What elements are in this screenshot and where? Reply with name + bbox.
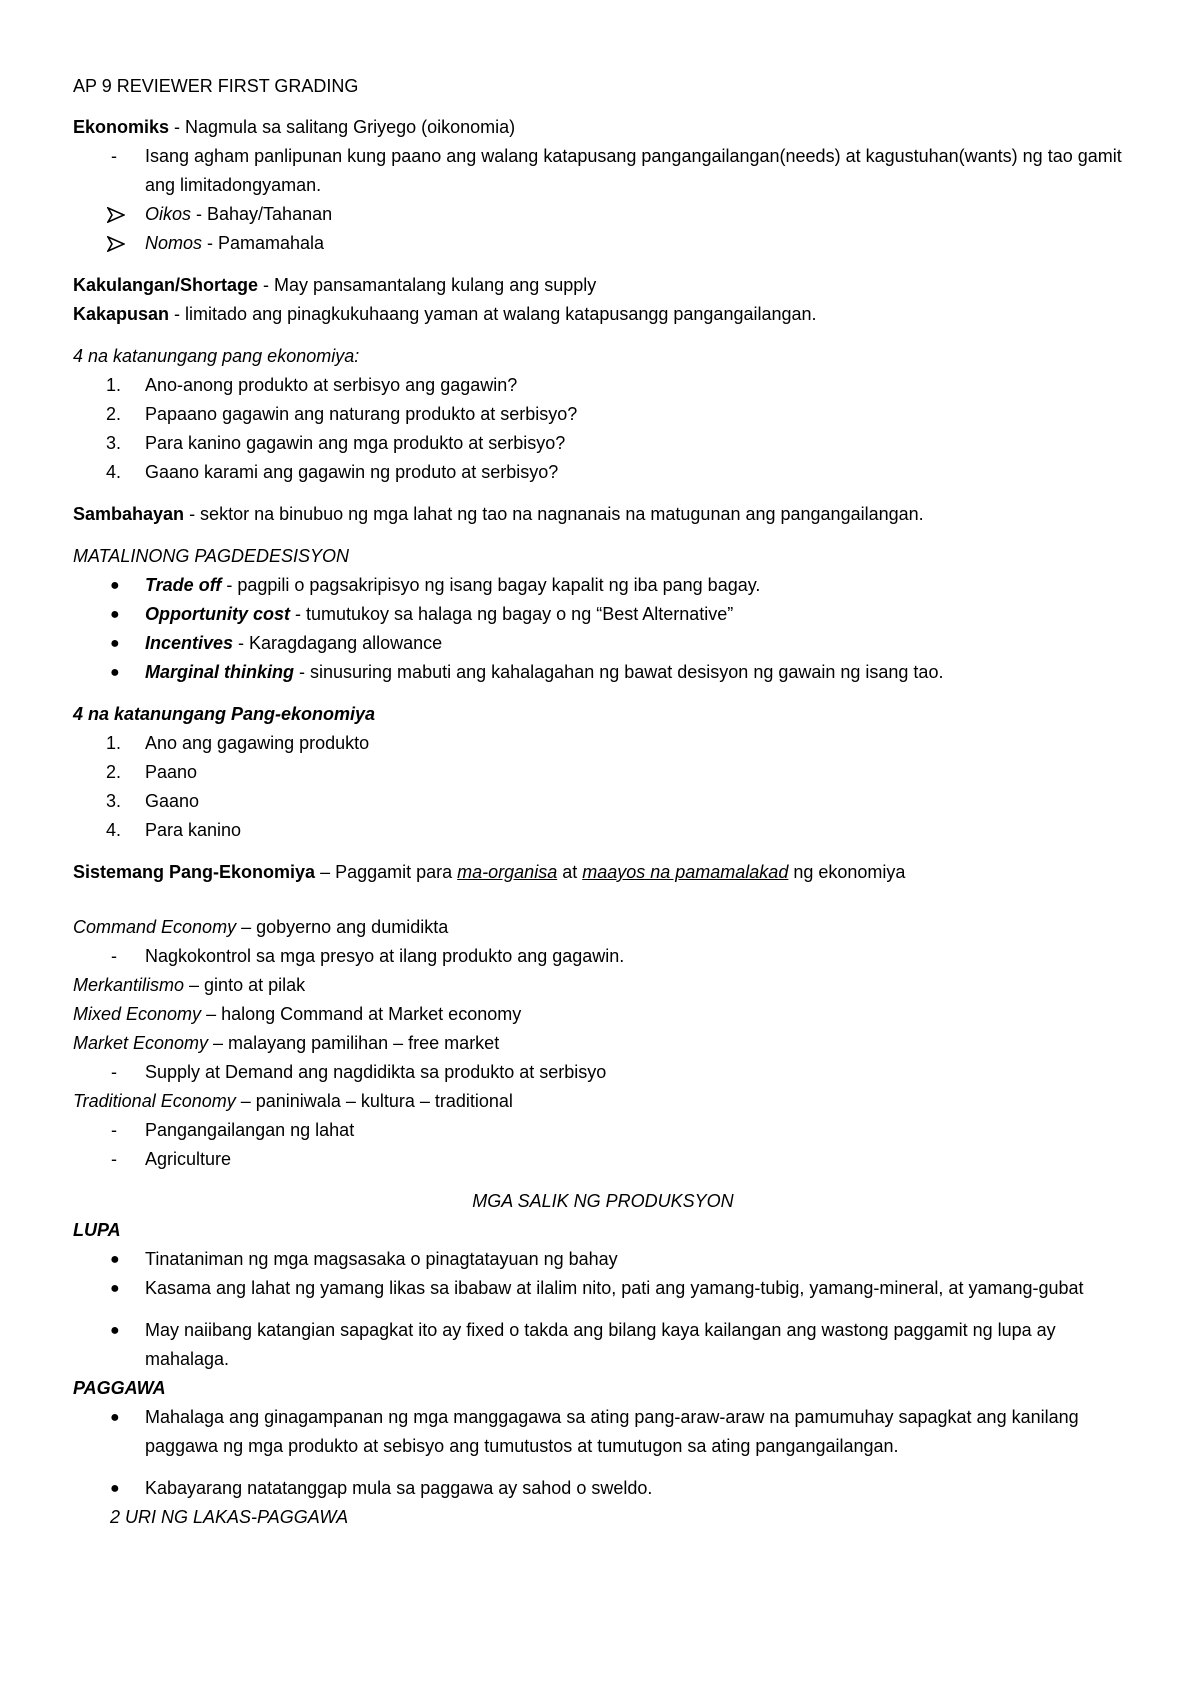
command-economy: Command Economy – gobyerno ang dumidikta [73,917,449,937]
bullet-icon: ● [110,1280,120,1297]
lupa-heading: LUPA [73,1220,121,1240]
bullet-icon: ● [110,1480,120,1497]
list-item: ● Tinataniman ng mga magsasaka o pinagtatayuan ng bahay [73,1245,1133,1274]
list-item: 1. Ano ang gagawing produkto [106,733,370,753]
list-item: 3. Para kanino gagawin ang mga produkto at serbisyo? [106,433,566,453]
kakulangan-definition: Kakulangan/Shortage - May pansamantalang kulang ang supply [73,275,597,295]
ekonomiks-dash-item: - Isang agham panlipunan kung paano ang walang katapusang pangangailangan(needs) at kagustuhan(wants) ng tao gamit ang limitadongyaman. [73,142,1133,200]
merkantilismo: Merkantilismo – ginto at pilak [73,975,306,995]
tanong1-heading: 4 na katanungang pang ekonomiya: [73,346,360,366]
sistema-definition: Sistemang Pang-Ekonomiya – Paggamit para ma-organisa at maayos na pamamalakad ng ekonomiya [73,862,906,882]
list-item: ● Trade off - pagpili o pagsakripisyo ng isang bagay kapalit ng iba pang bagay. [73,571,1133,600]
ekonomiks-definition: Ekonomiks - Nagmula sa salitang Griyego (oikonomia) [73,117,516,137]
dash-marker: - [111,146,117,166]
bullet-icon: ● [110,664,120,681]
arrow-bullet-icon [107,229,137,258]
bullet-icon: ● [110,606,120,623]
list-item: ● Kasama ang lahat ng yamang likas sa ibabaw at ilalim nito, pati ang yamang-tubig, yamang-mineral, at yamang-gubat [73,1274,1133,1303]
list-item: 4. Gaano karami ang gagawin ng produto at serbisyo? [106,462,559,482]
list-item: 4. Para kanino [106,820,242,840]
list-item: - Supply at Demand ang nagdidikta sa produkto at serbisyo [111,1062,607,1082]
bullet-icon: ● [110,1251,120,1268]
list-item: ● Opportunity cost - tumutukoy sa halaga ng bagay o ng “Best Alternative” [73,600,1133,629]
list-item: 2. Papaano gagawin ang naturang produkto at serbisyo? [106,404,578,424]
document-page [73,72,1133,1532]
list-item: ● Marginal thinking - sinusuring mabuti ang kahalagahan ng bawat desisyon ng gawain ng isang tao. [73,658,1133,687]
uri-lakas-paggawa-heading: 2 URI NG LAKAS-PAGGAWA [110,1507,349,1527]
bullet-icon: ● [110,577,120,594]
paggawa-heading: PAGGAWA [73,1378,166,1398]
list-item: - Nagkokontrol sa mga presyo at ilang produkto ang gagawin. [111,946,625,966]
tanong2-heading: 4 na katanungang Pang-ekonomiya [73,704,376,724]
oikos-item: Oikos - Bahay/Tahanan [73,200,1133,229]
list-item: 3. Gaano [106,791,200,811]
market-economy: Market Economy – malayang pamilihan – free market [73,1033,500,1053]
list-item: - Agriculture [111,1149,232,1169]
list-item: ● Mahalaga ang ginagampanan ng mga manggagawa sa ating pang-araw-araw na pamumuhay sapagkat ang kanilang paggawa ng mga produkto at sebisyo ang tumutustos at tumutugon sa ating pangangailangan. [73,1403,1133,1461]
kakapusan-definition: Kakapusan - limitado ang pinagkukuhaang yaman at walang katapusangg pangangailangan. [73,304,817,324]
list-item: 1. Ano-anong produkto at serbisyo ang gagawin? [106,375,518,395]
bullet-icon: ● [110,1409,120,1426]
sambahayan-definition: Sambahayan - sektor na binubuo ng mga lahat ng tao na nagnanais na matugunan ang pangangailangan. [73,504,924,524]
salik-heading: MGA SALIK NG PRODUKSYON [472,1191,734,1211]
mixed-economy: Mixed Economy – halong Command at Market economy [73,1004,522,1024]
list-item: ● Kabayarang natatanggap mula sa paggawa ay sahod o sweldo. [73,1474,1133,1503]
bullet-icon: ● [110,1322,120,1339]
list-item: 2. Paano [106,762,198,782]
document-title: AP 9 REVIEWER FIRST GRADING [73,76,359,96]
list-item: ● Incentives - Karagdagang allowance [73,629,1133,658]
arrow-bullet-icon [107,200,137,229]
nomos-item: Nomos - Pamamahala [73,229,1133,258]
traditional-economy: Traditional Economy – paniniwala – kultura – traditional [73,1091,513,1111]
bullet-icon: ● [110,635,120,652]
list-item: ● May naiibang katangian sapagkat ito ay fixed o takda ang bilang kaya kailangan ang wastong paggamit ng lupa ay mahalaga. [73,1316,1133,1374]
list-item: - Pangangailangan ng lahat [111,1120,355,1140]
matalino-heading: MATALINONG PAGDEDESISYON [73,546,350,566]
